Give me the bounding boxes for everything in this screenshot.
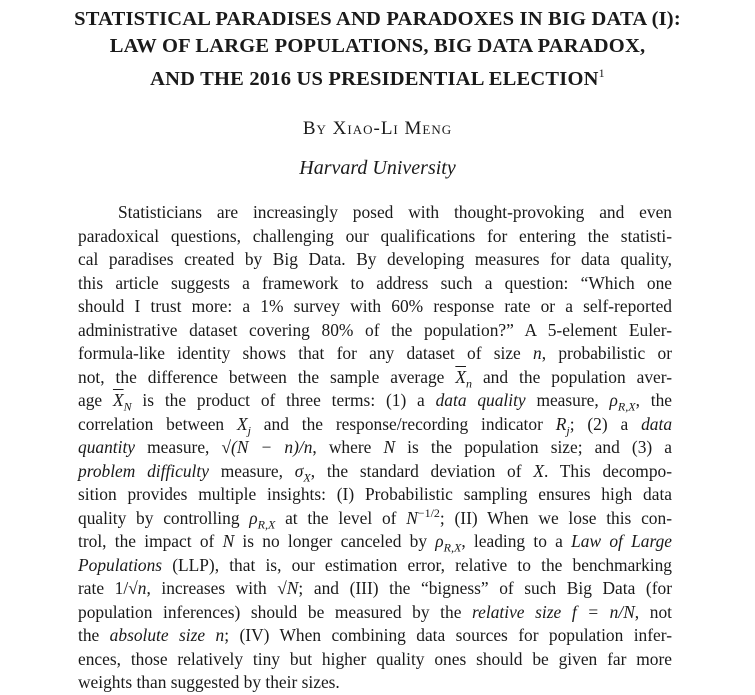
abstract-line: quantity measure, √(N − n)/n, where N is the population size; and (3) a (78, 437, 673, 457)
abstract-line: quality by controlling $\rho_{R,X}$ at the level of $N^{-1/2}$; (II) When we lose this con- (78, 505, 672, 531)
abstract (78, 201, 672, 695)
abstract-line: not, the difference between the sample average $\overline{X}_n$ and the population aver- (78, 366, 673, 390)
title-line-3: AND THE 2016 US PRESIDENTIAL ELECTION$^1$ (150, 66, 605, 90)
abstract-line: this article suggests a framework to address such a question: “Which one (78, 272, 672, 293)
abstract-line: paradoxical questions, challenging our qualifications for entering the statisti- (78, 225, 672, 246)
abstract-line: ences, those relatively tiny but higher quality ones should be given far more (78, 648, 672, 669)
abstract-line: trol, the impact of N is no longer canceled by $\rho_{R,X}$, leading to a Law of Large (78, 531, 673, 555)
abstract-line: Populations (LLP), that is, our estimation error, relative to the benchmarking (78, 554, 672, 575)
paper-title (0, 6, 755, 93)
title-line-1: STATISTICAL PARADISES AND PARADOXES IN BIG DATA (I): (74, 8, 681, 30)
abstract-line: formula-like identity shows that for any dataset of size n, probabilistic or (78, 343, 672, 363)
author-byline: By Xiao-Li Meng (302, 118, 453, 139)
abstract-line: administrative dataset covering 80% of the population?” A 5-element Euler- (78, 319, 672, 340)
abstract-line: cal paradises created by Big Data. By developing measures for data quality, (78, 249, 672, 269)
abstract-line: the absolute size n; (IV) When combining data sources for population infer- (78, 625, 672, 645)
title-line-2: LAW OF LARGE POPULATIONS, BIG DATA PARADOX, (109, 35, 646, 57)
abstract-line: population inferences) should be measured by the relative size f = n/N, not (78, 601, 672, 622)
abstract-line: problem difficulty measure, $\sigma_X$, the standard deviation of X. This decompo- (78, 460, 673, 484)
footnote-mark: 1 (598, 66, 605, 80)
author-affiliation: Harvard University (299, 157, 456, 179)
abstract-line: rate 1/√n, increases with √N; and (III) the “bigness” of such Big Data (for (78, 578, 672, 598)
abstract-line: weights than suggested by their sizes. (78, 672, 340, 692)
abstract-line: sition provides multiple insights: (I) Probabilistic sampling ensures high data (78, 484, 672, 504)
abstract-line: age $\overline{X}_N$ is the product of three terms: (1) a data quality measure, $\rho_{R,X}$, the (78, 390, 672, 414)
abstract-line: correlation between $X_j$ and the response/recording indicator $R_j$; (2) a data (78, 413, 673, 437)
abstract-line: should I trust more: a 1% survey with 60% response rate or a self-reported (78, 296, 672, 316)
abstract-line: Statisticians are increasingly posed with thought-provoking and even (118, 202, 672, 222)
